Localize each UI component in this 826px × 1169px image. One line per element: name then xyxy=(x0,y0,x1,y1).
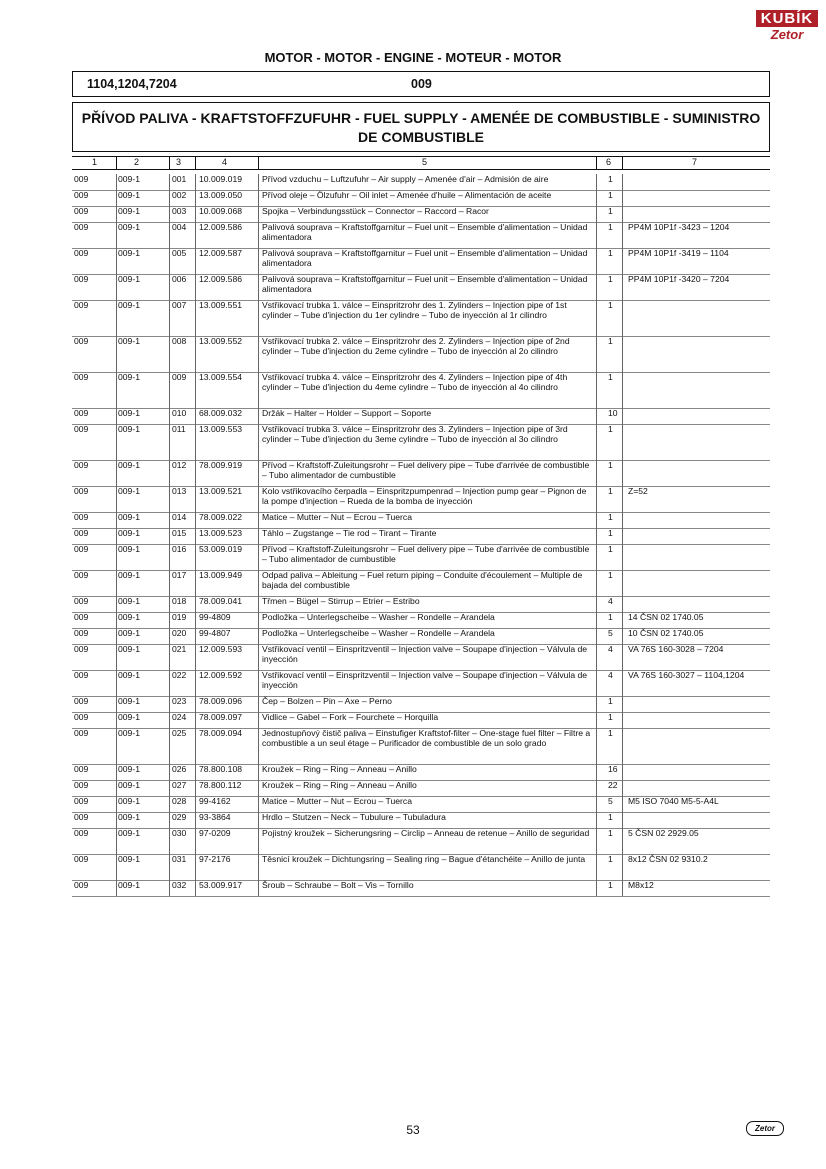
cell-c6: 1 xyxy=(608,880,613,890)
cell-c4: 10.009.019 xyxy=(199,174,243,184)
cell-c2: 009-1 xyxy=(118,190,140,200)
cell-c2: 009-1 xyxy=(118,336,140,346)
group-number: 009 xyxy=(411,77,432,91)
cell-c5: Vstřikovací trubka 4. válce – Einspritzrohr des 4. Zylinders – Injection pipe of 4th cylinder – Tube d'injection du 4eme cylindre – Tubo de inyección al 4o cilindro xyxy=(262,372,568,392)
table-row xyxy=(72,424,770,461)
cell-c1: 009 xyxy=(74,828,89,838)
cell-c2: 009-1 xyxy=(118,274,140,284)
cell-c1: 009 xyxy=(74,460,89,470)
cell-c1: 009 xyxy=(74,728,89,738)
cell-c2: 009-1 xyxy=(118,408,140,418)
cell-c4: 97-0209 xyxy=(199,828,231,838)
table-row xyxy=(72,812,770,829)
cell-c7: VA 76S 160-3028 – 7204 xyxy=(628,644,724,654)
cell-c3: 022 xyxy=(172,670,187,680)
cell-c3: 013 xyxy=(172,486,187,496)
cell-c3: 006 xyxy=(172,274,187,284)
cell-c2: 009-1 xyxy=(118,222,140,232)
cell-c5: Palivová souprava – Kraftstoffgarnitur – Fuel unit – Ensemble d'alimentation – Unidad alimentadora xyxy=(262,248,588,268)
cell-c1: 009 xyxy=(74,612,89,622)
cell-c2: 009-1 xyxy=(118,712,140,722)
cell-c4: 78.009.022 xyxy=(199,512,243,522)
cell-c4: 78.009.094 xyxy=(199,728,243,738)
cell-c1: 009 xyxy=(74,796,89,806)
cell-c2: 009-1 xyxy=(118,880,140,890)
cell-c5: Šroub – Schraube – Bolt – Vis – Tornillo xyxy=(262,880,414,890)
cell-c4: 13.009.521 xyxy=(199,486,243,496)
cell-c2: 009-1 xyxy=(118,854,140,864)
cell-c1: 009 xyxy=(74,880,89,890)
cell-c4: 99-4162 xyxy=(199,796,231,806)
cell-c4: 78.009.041 xyxy=(199,596,243,606)
cell-c3: 019 xyxy=(172,612,187,622)
section-title: PŘÍVOD PALIVA - KRAFTSTOFFZUFUHR - FUEL SUPPLY - AMENÉE DE COMBUSTIBLE - SUMINISTRO DE COMBUSTIBLE xyxy=(72,102,770,152)
cell-c1: 009 xyxy=(74,372,89,382)
cell-c5: Vstřikovací trubka 1. válce – Einspritzrohr des 1. Zylinders – Injection pipe of 1st cylinder – Tube d'injection du 1er cylindre – Tubo de inyección al 1r cilindro xyxy=(262,300,567,320)
cell-c1: 009 xyxy=(74,274,89,284)
cell-c6: 22 xyxy=(608,780,618,790)
cell-c7: 14 ČSN 02 1740.05 xyxy=(628,612,704,622)
cell-c4: 97-2176 xyxy=(199,854,231,864)
cell-c6: 10 xyxy=(608,408,618,418)
cell-c6: 1 xyxy=(608,528,613,538)
cell-c4: 78.800.108 xyxy=(199,764,243,774)
cell-c4: 78.800.112 xyxy=(199,780,242,790)
cell-c6: 1 xyxy=(608,336,613,346)
cell-c3: 005 xyxy=(172,248,187,258)
cell-c4: 13.009.552 xyxy=(199,336,243,346)
cell-c7: M8x12 xyxy=(628,880,654,890)
cell-c2: 009-1 xyxy=(118,206,140,216)
col-5-label: 5 xyxy=(422,157,428,167)
cell-c3: 007 xyxy=(172,300,187,310)
cell-c6: 16 xyxy=(608,764,618,774)
page-header: MOTOR - MOTOR - ENGINE - MOTEUR - MOTOR xyxy=(264,50,562,65)
cell-c6: 4 xyxy=(608,670,613,680)
table-row xyxy=(72,544,770,571)
cell-c2: 009-1 xyxy=(118,460,140,470)
cell-c3: 027 xyxy=(172,780,187,790)
cell-c5: Přívod vzduchu – Luftzufuhr – Air supply – Amenée d'air – Admisión de aire xyxy=(262,174,549,184)
table-row xyxy=(72,274,770,301)
table-row xyxy=(72,486,770,513)
cell-c6: 1 xyxy=(608,274,613,284)
cell-c7: PP4M 10P1f -3420 – 7204 xyxy=(628,274,730,284)
table-row xyxy=(72,248,770,275)
table-row xyxy=(72,612,770,629)
cell-c4: 13.009.553 xyxy=(199,424,243,434)
cell-c3: 009 xyxy=(172,372,187,382)
cell-c5: Vidlice – Gabel – Fork – Fourchete – Horquilla xyxy=(262,712,439,722)
cell-c3: 032 xyxy=(172,880,187,890)
cell-c3: 020 xyxy=(172,628,187,638)
table-row xyxy=(72,222,770,249)
cell-c1: 009 xyxy=(74,190,89,200)
cell-c1: 009 xyxy=(74,628,89,638)
cell-c4: 12.009.593 xyxy=(199,644,243,654)
cell-c5: Spojka – Verbindungsstück – Connector – Raccord – Racor xyxy=(262,206,489,216)
cell-c6: 1 xyxy=(608,696,613,706)
cell-c5: Odpad paliva – Ableitung – Fuel return piping – Conduite d'écoulement – Multiple de bajada del combustible xyxy=(262,570,583,590)
cell-c4: 13.009.949 xyxy=(199,570,243,580)
cell-c4: 99-4807 xyxy=(199,628,231,638)
logo-sub: Zetor xyxy=(770,27,804,42)
cell-c3: 031 xyxy=(172,854,187,864)
table-row xyxy=(72,712,770,729)
cell-c3: 015 xyxy=(172,528,187,538)
cell-c6: 1 xyxy=(608,460,613,470)
cell-c2: 009-1 xyxy=(118,696,140,706)
cell-c3: 026 xyxy=(172,764,187,774)
cell-c5: Třmen – Bügel – Stirrup – Etrier – Estribo xyxy=(262,596,420,606)
cell-c2: 009-1 xyxy=(118,812,140,822)
cell-c5: Těsnicí kroužek – Dichtungsring – Sealing ring – Bague d'étanchéite – Anillo de junta xyxy=(262,854,586,864)
cell-c6: 1 xyxy=(608,728,613,738)
cell-c2: 009-1 xyxy=(118,764,140,774)
cell-c6: 4 xyxy=(608,596,613,606)
cell-c6: 5 xyxy=(608,628,613,638)
cell-c2: 009-1 xyxy=(118,828,140,838)
cell-c6: 1 xyxy=(608,512,613,522)
cell-c2: 009-1 xyxy=(118,780,140,790)
cell-c7: PP4M 10P1f -3419 – 1104 xyxy=(628,248,729,258)
cell-c3: 024 xyxy=(172,712,187,722)
cell-c6: 1 xyxy=(608,812,613,822)
col-3-label: 3 xyxy=(176,157,182,167)
table-row xyxy=(72,780,770,797)
table-row xyxy=(72,512,770,529)
cell-c4: 53.009.917 xyxy=(199,880,243,890)
cell-c5: Držák – Halter – Holder – Support – Soporte xyxy=(262,408,432,418)
table-row xyxy=(72,796,770,813)
page-number: 53 xyxy=(406,1123,420,1137)
cell-c1: 009 xyxy=(74,854,89,864)
cell-c3: 030 xyxy=(172,828,187,838)
cell-c2: 009-1 xyxy=(118,796,140,806)
table-row xyxy=(72,854,770,881)
table-row xyxy=(72,670,770,697)
cell-c6: 1 xyxy=(608,486,613,496)
table-row xyxy=(72,880,770,897)
cell-c1: 009 xyxy=(74,300,89,310)
table-row xyxy=(72,174,770,191)
cell-c4: 68.009.032 xyxy=(199,408,243,418)
cell-c3: 010 xyxy=(172,408,187,418)
cell-c3: 018 xyxy=(172,596,187,606)
table-row xyxy=(72,828,770,855)
table-row xyxy=(72,300,770,337)
cell-c2: 009-1 xyxy=(118,612,140,622)
cell-c1: 009 xyxy=(74,696,89,706)
cell-c3: 014 xyxy=(172,512,187,522)
cell-c1: 009 xyxy=(74,336,89,346)
cell-c5: Palivová souprava – Kraftstoffgarnitur – Fuel unit – Ensemble d'alimentation – Unidad alimentadora xyxy=(262,274,588,294)
cell-c1: 009 xyxy=(74,486,89,496)
cell-c5: Vstřikovací ventil – Einspritzventil – Injection valve – Soupape d'injection – Válvula de inyección xyxy=(262,644,588,664)
cell-c4: 78.009.097 xyxy=(199,712,243,722)
cell-c7: M5 ISO 7040 M5-5-A4L xyxy=(628,796,719,806)
col-6-label: 6 xyxy=(606,157,612,167)
column-header xyxy=(72,156,770,170)
cell-c1: 009 xyxy=(74,174,89,184)
cell-c3: 003 xyxy=(172,206,187,216)
cell-c5: Kroužek – Ring – Ring – Anneau – Anillo xyxy=(262,764,417,774)
table-row xyxy=(72,596,770,613)
cell-c4: 13.009.551 xyxy=(199,300,243,310)
cell-c7: 10 ČSN 02 1740.05 xyxy=(628,628,704,638)
cell-c4: 13.009.523 xyxy=(199,528,243,538)
cell-c4: 53.009.019 xyxy=(199,544,243,554)
cell-c2: 009-1 xyxy=(118,544,140,554)
cell-c3: 025 xyxy=(172,728,187,738)
cell-c6: 1 xyxy=(608,712,613,722)
cell-c1: 009 xyxy=(74,570,89,580)
cell-c6: 4 xyxy=(608,644,613,654)
cell-c6: 1 xyxy=(608,570,613,580)
cell-c5: Táhlo – Zugstange – Tie rod – Tirant – Tirante xyxy=(262,528,437,538)
cell-c2: 009-1 xyxy=(118,486,140,496)
cell-c6: 1 xyxy=(608,190,613,200)
cell-c4: 12.009.586 xyxy=(199,274,243,284)
col-2-label: 2 xyxy=(134,157,140,167)
cell-c1: 009 xyxy=(74,712,89,722)
cell-c7: 5 ČSN 02 2929.05 xyxy=(628,828,699,838)
zetor-logo: Zetor xyxy=(746,1121,784,1136)
cell-c1: 009 xyxy=(74,544,89,554)
cell-c3: 008 xyxy=(172,336,187,346)
cell-c5: Kolo vstřikovacího čerpadla – Einspritzpumpenrad – Injection pump gear – Pignon de la pompe d'injection – Rueda de la bomba de inyección xyxy=(262,486,587,506)
cell-c3: 023 xyxy=(172,696,187,706)
cell-c2: 009-1 xyxy=(118,670,140,680)
cell-c4: 13.009.050 xyxy=(199,190,243,200)
cell-c4: 93-3864 xyxy=(199,812,231,822)
cell-c6: 5 xyxy=(608,796,613,806)
cell-c5: Jednostupňový čistič paliva – Einstufiger Kraftstof-filter – One-stage fuel filter – Filtre a combustible a un seul étage – Purificador de combustible de un solo grado xyxy=(262,728,591,748)
table-row xyxy=(72,570,770,597)
cell-c5: Matice – Mutter – Nut – Ecrou – Tuerca xyxy=(262,512,412,522)
cell-c1: 009 xyxy=(74,408,89,418)
cell-c6: 1 xyxy=(608,544,613,554)
cell-c5: Kroužek – Ring – Ring – Anneau – Anillo xyxy=(262,780,417,790)
table-row xyxy=(72,372,770,409)
table-row xyxy=(72,728,770,765)
cell-c4: 12.009.592 xyxy=(199,670,243,680)
cell-c1: 009 xyxy=(74,670,89,680)
cell-c1: 009 xyxy=(74,528,89,538)
cell-c3: 011 xyxy=(172,424,186,434)
cell-c1: 009 xyxy=(74,206,89,216)
table-row xyxy=(72,190,770,207)
cell-c5: Vstřikovací trubka 2. válce – Einspritzrohr des 2. Zylinders – Injection pipe of 2nd cylinder – Tube d'injection du 2eme cylindre – Tubo de inyección al 2o cilindro xyxy=(262,336,570,356)
cell-c2: 009-1 xyxy=(118,300,140,310)
cell-c5: Přívod oleje – Ölzufuhr – Oil inlet – Amenée d'huile – Alimentación de aceite xyxy=(262,190,552,200)
table-row xyxy=(72,628,770,645)
cell-c5: Vstřikovací ventil – Einspritzventil – Injection valve – Soupape d'injection – Válvula de inyección xyxy=(262,670,588,690)
cell-c2: 009-1 xyxy=(118,570,140,580)
col-1-label: 1 xyxy=(92,157,98,167)
cell-c3: 029 xyxy=(172,812,187,822)
cell-c3: 017 xyxy=(172,570,187,580)
cell-c3: 001 xyxy=(172,174,187,184)
model-box xyxy=(72,71,770,97)
cell-c2: 009-1 xyxy=(118,424,140,434)
table-row xyxy=(72,408,770,425)
cell-c3: 021 xyxy=(172,644,187,654)
cell-c1: 009 xyxy=(74,780,89,790)
cell-c1: 009 xyxy=(74,812,89,822)
cell-c6: 1 xyxy=(608,372,613,382)
cell-c4: 78.009.096 xyxy=(199,696,243,706)
cell-c2: 009-1 xyxy=(118,372,140,382)
cell-c6: 1 xyxy=(608,612,613,622)
table-row xyxy=(72,206,770,223)
cell-c5: Přívod – Kraftstoff-Zuleitungsrohr – Fuel delivery pipe – Tube d'arrivée de combustible – Tubo alimentador de cumbustible xyxy=(262,460,590,480)
cell-c3: 012 xyxy=(172,460,187,470)
cell-c2: 009-1 xyxy=(118,596,140,606)
cell-c7: Z=52 xyxy=(628,486,648,496)
cell-c4: 12.009.586 xyxy=(199,222,243,232)
cell-c2: 009-1 xyxy=(118,728,140,738)
cell-c2: 009-1 xyxy=(118,248,140,258)
model-list: 1104,1204,7204 xyxy=(87,77,177,91)
cell-c5: Matice – Mutter – Nut – Ecrou – Tuerca xyxy=(262,796,412,806)
cell-c4: 99-4809 xyxy=(199,612,231,622)
cell-c1: 009 xyxy=(74,596,89,606)
cell-c7: 8x12 ČSN 02 9310.2 xyxy=(628,854,708,864)
cell-c4: 78.009.919 xyxy=(199,460,243,470)
kubik-logo xyxy=(756,10,818,44)
cell-c3: 002 xyxy=(172,190,187,200)
table-row xyxy=(72,696,770,713)
cell-c4: 10.009.068 xyxy=(199,206,243,216)
cell-c1: 009 xyxy=(74,644,89,654)
cell-c2: 009-1 xyxy=(118,628,140,638)
cell-c6: 1 xyxy=(608,222,613,232)
cell-c3: 004 xyxy=(172,222,187,232)
cell-c4: 13.009.554 xyxy=(199,372,243,382)
table-row xyxy=(72,764,770,781)
cell-c5: Přívod – Kraftstoff-Zuleitungsrohr – Fuel delivery pipe – Tube d'arrivée de combustible – Tubo alimentador de cumbustible xyxy=(262,544,590,564)
cell-c4: 12.009.587 xyxy=(199,248,243,258)
cell-c5: Hrdlo – Stutzen – Neck – Tubulure – Tubuladura xyxy=(262,812,446,822)
col-7-label: 7 xyxy=(692,157,698,167)
cell-c5: Palivová souprava – Kraftstoffgarnitur – Fuel unit – Ensemble d'alimentation – Unidad alimentadora xyxy=(262,222,588,242)
cell-c5: Podložka – Unterlegscheibe – Washer – Rondelle – Arandela xyxy=(262,628,495,638)
cell-c6: 1 xyxy=(608,248,613,258)
table-row xyxy=(72,528,770,545)
cell-c2: 009-1 xyxy=(118,644,140,654)
cell-c5: Vstřikovací trubka 3. válce – Einspritzrohr des 3. Zylinders – Injection pipe of 3rd cylinder – Tube d'injection du 3eme cylindre – Tubo de inyección al 3o cilindro xyxy=(262,424,568,444)
cell-c2: 009-1 xyxy=(118,174,140,184)
table-row xyxy=(72,460,770,487)
cell-c5: Čep – Bolzen – Pin – Axe – Perno xyxy=(262,696,392,706)
cell-c2: 009-1 xyxy=(118,528,140,538)
cell-c1: 009 xyxy=(74,248,89,258)
cell-c2: 009-1 xyxy=(118,512,140,522)
cell-c6: 1 xyxy=(608,424,613,434)
table-row xyxy=(72,644,770,671)
cell-c6: 1 xyxy=(608,854,613,864)
cell-c1: 009 xyxy=(74,512,89,522)
cell-c5: Pojistný kroužek – Sicherungsring – Circlip – Anneau de retenue – Anillo de seguridad xyxy=(262,828,590,838)
cell-c7: VA 76S 160-3027 – 1104,1204 xyxy=(628,670,745,680)
cell-c6: 1 xyxy=(608,828,613,838)
col-4-label: 4 xyxy=(222,157,228,167)
cell-c1: 009 xyxy=(74,424,89,434)
cell-c5: Podložka – Unterlegscheibe – Washer – Rondelle – Arandela xyxy=(262,612,495,622)
cell-c6: 1 xyxy=(608,300,613,310)
cell-c7: PP4M 10P1f -3423 – 1204 xyxy=(628,222,730,232)
cell-c3: 016 xyxy=(172,544,187,554)
cell-c3: 028 xyxy=(172,796,187,806)
cell-c1: 009 xyxy=(74,222,89,232)
cell-c6: 1 xyxy=(608,206,613,216)
cell-c6: 1 xyxy=(608,174,613,184)
table-row xyxy=(72,336,770,373)
logo-brand: KUBÍK xyxy=(756,10,818,27)
cell-c1: 009 xyxy=(74,764,89,774)
